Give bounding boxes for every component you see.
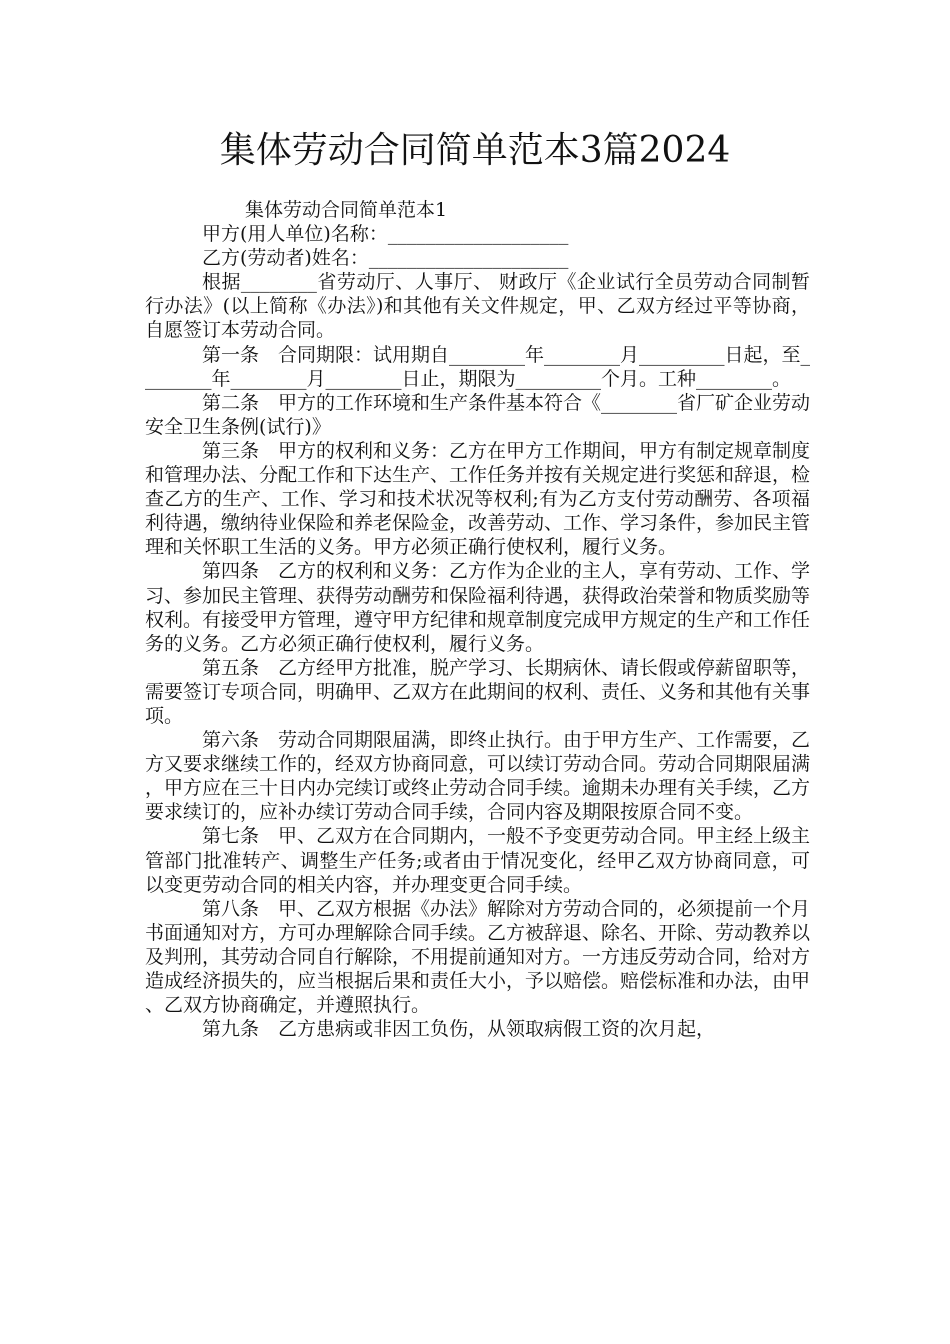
article-9: 第九条 乙方患病或非因工负伤，从领取病假工资的次月起，	[202, 1018, 716, 1041]
paragraph-preamble: 根据________省劳动厅、人事厅、 财政厅《企业试行全员劳动合同制暂行办法》(以上简称《办法》)和其他有关文件规定，甲、乙双方经过平等协商， 自愿签订本劳动合同。	[145, 271, 810, 342]
document-title: 集体劳动合同简单范本3篇2024	[219, 130, 731, 171]
article-7: 第七条 甲、乙双方在合同期内，一般不予变更劳动合同。甲主经上级主管部门批准转产、调整生产任务;或者由于情况变化，经甲乙双方协商同意，可以变更劳动合同的相关内容，并办理变更合同手续。	[145, 825, 811, 896]
article-6: 第六条 劳动合同期限届满，即终止执行。由于甲方生产、工作需要，乙方又要求继续工作的，经双方协商同意，可以续订劳动合同。劳动合同期限届满，甲方应在三十日内办完续订或终止劳动合同手续。逾期未办理有关手续，乙方要求续订的，应补办续订劳动合同手续，合同内容及期限按原合同不变。	[145, 729, 811, 824]
article-5: 第五条 乙方经甲方批准，脱产学习、长期病休、请长假或停薪留职等，需要签订专项合同，明确甲、乙双方在此期间的权利、责任、义务和其他有关事项。	[145, 656, 811, 727]
article-8: 第八条 甲、乙双方根据《办法》解除对方劳动合同的，必须提前一个月书面通知对方，方可办理解除合同手续。乙方被辞退、除名、开除、劳动教养以及判刑，其劳动合同自行解除，不用提前通知对方。一方违反劳动合同，给对方造成经济损失的，应当根据后果和责任大小，予以赔偿。赔偿标准和办法，由甲、乙双方协商确定，并遵照执行。	[145, 897, 811, 1017]
party-b-line: 乙方(劳动者)姓名：_____________________	[202, 247, 569, 270]
party-a-line: 甲方(用人单位)名称：___________________	[202, 223, 569, 246]
article-2: 第二条 甲方的工作环境和生产条件基本符合《________省厂矿企业劳动安全卫生条例(试行)》	[145, 391, 811, 438]
section-subtitle: 集体劳动合同简单范本1	[245, 199, 448, 221]
article-4: 第四条 乙方的权利和义务：乙方作为企业的主人，享有劳动、工作、学习、参加民主管理、获得劳动酬劳和保险福利待遇，获得政治荣誉和物质奖励等权利。有接受甲方管理，遵守甲方纪律和规章制度完成甲方规定的生产和工作任务的义务。乙方必须正确行使权利，履行义务。	[145, 560, 811, 655]
article-3: 第三条 甲方的权利和义务：乙方在甲方工作期间，甲方有制定规章制度和管理办法、分配工作和下达生产、工作任务并按有关规定进行奖惩和辞退，检查乙方的生产、工作、学习和技术状况等权利;有为乙方支付劳动酬劳、各项福利待遇，缴纳待业保险和养老保险金，改善劳动、工作、学习条件，参加民主管理和关怀职工生活的义务。甲方必须正确行使权利，履行义务。	[145, 439, 811, 559]
document-body	[145, 198, 810, 1041]
article-1: 第一条 合同期限：试用期自________年________月_________日起，至________年________月________日止，期限为_________个月。工种________。	[145, 343, 811, 390]
